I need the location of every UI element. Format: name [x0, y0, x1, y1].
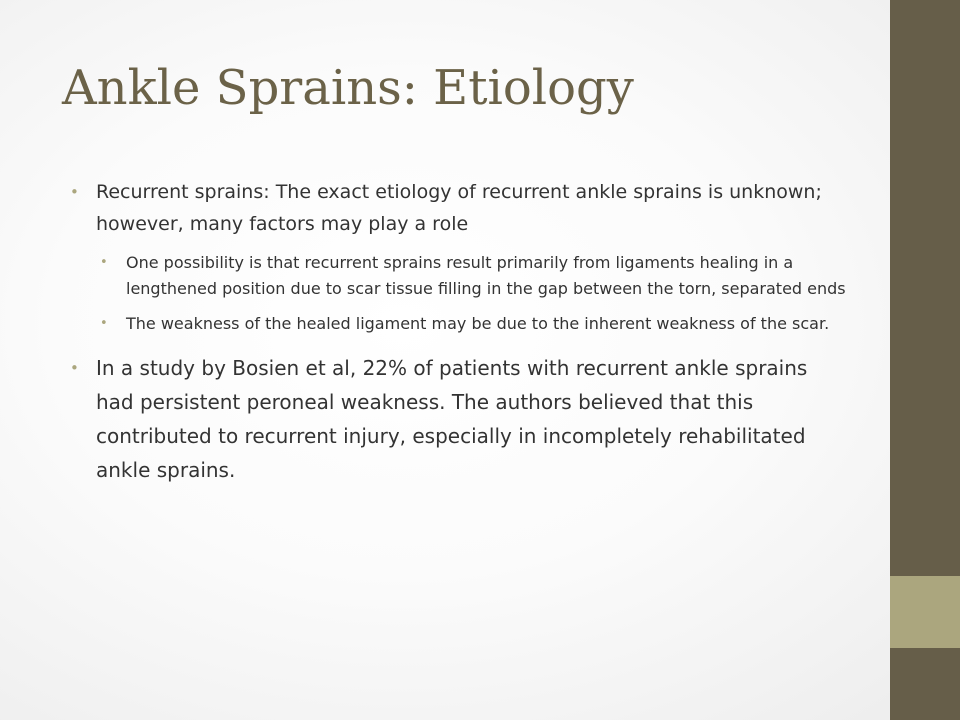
- sub-bullet-item: [96, 311, 850, 337]
- bullet-text: Recurrent sprains: The exact etiology of recurrent ankle sprains is unknown; however, many factors may play a role: [96, 181, 822, 235]
- bullet-text: In a study by Bosien et al, 22% of patients with recurrent ankle sprains had persistent peroneal weakness. The authors believed that this contributed to recurrent injury, especially in incompletely rehabilitated ankle sprains.: [96, 356, 808, 482]
- bullet-item: [70, 351, 850, 487]
- bullet-dot-icon: •: [70, 359, 79, 377]
- bullet-dot-icon: •: [70, 183, 79, 201]
- sub-bullet-dot-icon: •: [100, 316, 108, 331]
- sub-bullet-dot-icon: •: [100, 255, 108, 270]
- sub-bullet-text: One possibility is that recurrent sprains result primarily from ligaments healing in a lengthened position due to scar tissue filling in the gap between the torn, separated ends: [126, 253, 846, 298]
- sidebar-decoration-middle: [890, 576, 960, 648]
- sidebar-decoration-top: [890, 0, 960, 576]
- sub-bullet-text: The weakness of the healed ligament may be due to the inherent weakness of the scar.: [126, 314, 830, 333]
- sub-bullet-list: [96, 250, 850, 337]
- sidebar-decoration-bottom: [890, 648, 960, 720]
- sub-bullet-item: [96, 250, 850, 302]
- slide-content: [70, 176, 850, 487]
- slide-title: Ankle Sprains: Etiology: [62, 60, 634, 116]
- bullet-item: [70, 176, 850, 337]
- bullet-list: [70, 176, 850, 487]
